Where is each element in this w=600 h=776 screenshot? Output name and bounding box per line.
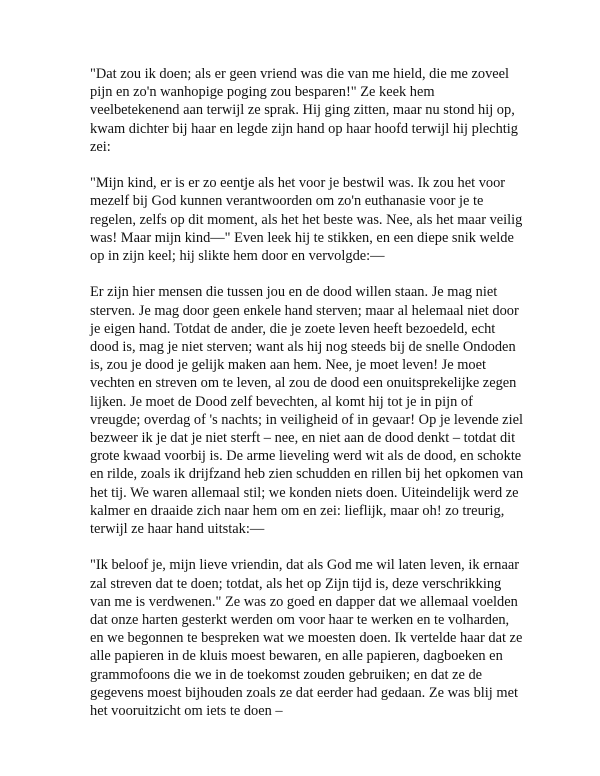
document-page (90, 65, 525, 720)
paragraph-4: "Ik beloof je, mijn lieve vriendin, dat als God me wil laten leven, ik ernaar zal streven dat te doen; totdat, als het op Zijn tijd is, deze verschrikking van me is verdwenen." Ze was zo goed en dapper dat we allemaal voelden dat onze harten gesterkt werden om voor haar te werken en te volharden, en we begonnen te bespreken wat we moesten doen. Ik vertelde haar dat ze alle papieren in de kluis moest bewaren, en alle papieren, dagboeken en grammofoons die we in de toekomst zouden gebruiken; en dat ze de gegevens moest bijhouden zoals ze dat eerder had gedaan. Ze was blij met het vooruitzicht om iets te doen – (90, 557, 523, 720)
paragraph-1: "Dat zou ik doen; als er geen vriend was die van me hield, die me zoveel pijn en zo'n wanhopige poging zou besparen!" Ze keek hem veelbetekenend aan terwijl ze sprak. Hij ging zitten, maar nu stond hij op, kwam dichter bij haar en legde zijn hand op haar hoofd terwijl hij plechtig zei: (90, 66, 518, 155)
paragraph-2: "Mijn kind, er is er zo eentje als het voor je bestwil was. Ik zou het voor mezelf bij God kunnen verantwoorden om zo'n euthanasie voor je te regelen, zelfs op dit moment, als het het beste was. Nee, als het maar veilig was! Maar mijn kind—" Even leek hij te stikken, en een diepe snik welde op in zijn keel; hij slikte hem door en vervolgde:— (90, 175, 523, 265)
paragraph-3: Er zijn hier mensen die tussen jou en de dood willen staan. Je mag niet sterven. Je mag door geen enkele hand sterven; maar al helemaal niet door je eigen hand. Totdat de ander, die je zoete leven heeft bezoedeld, echt dood is, mag je niet sterven; want als hij nog steeds bij de snelle Ondoden is, zou je dood je gelijk maken aan hem. Nee, je moet leven! Je moet vechten en streven om te leven, al zou de dood een onuitsprekelijke zegen lijken. Je moet de Dood zelf bevechten, al komt hij tot je in pijn of vreugde; overdag of 's nachts; in veiligheid of in gevaar! Op je levende ziel bezweer ik je dat je niet sterft – nee, en niet aan de dood denkt – totdat dit grote kwaad voorbij is. De arme lieveling werd wit als de dood, en schokte en rilde, zoals ik drijfzand heb zien schudden en rillen bij het opkomen van het tij. We waren allemaal stil; we konden niets doen. Uiteindelijk werd ze kalmer en draaide zich naar hem om en zei: lieflijk, maar oh! zo treurig, terwijl ze haar hand uitstak:— (90, 284, 524, 538)
